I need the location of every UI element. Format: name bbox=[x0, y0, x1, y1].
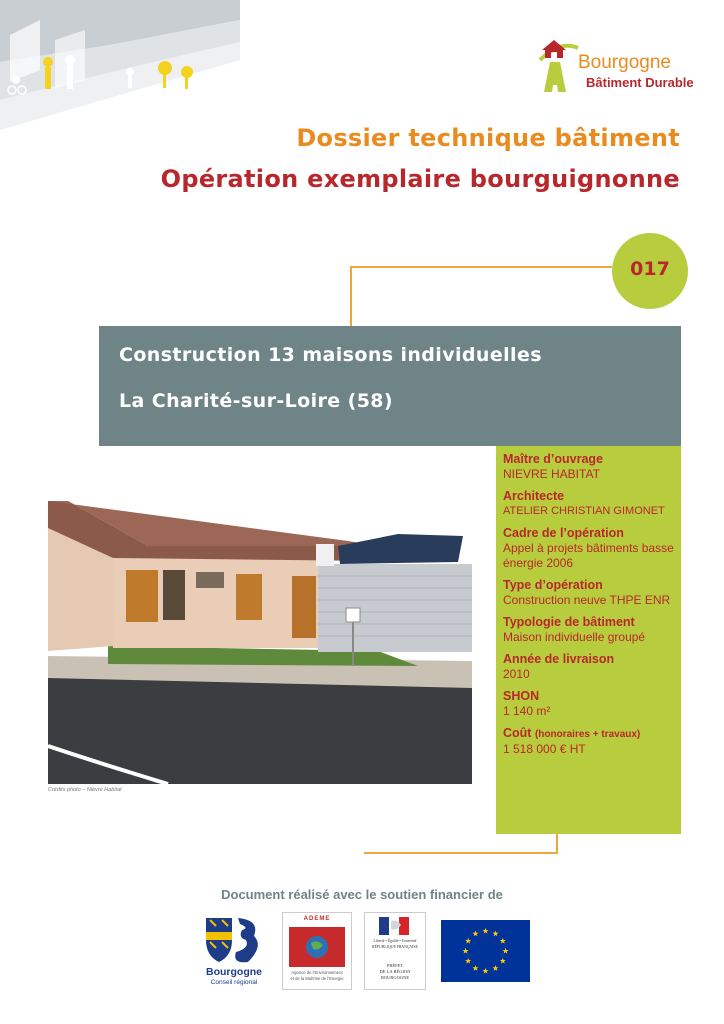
project-title: Construction 13 maisons individuelles bbox=[119, 344, 542, 366]
ademe-subtitle bbox=[285, 970, 349, 982]
prefet-republic: RÉPUBLIQUE FRANÇAISE bbox=[372, 945, 418, 949]
eu-star bbox=[502, 948, 508, 954]
prefet-motto: Liberté • Égalité • Fraternité bbox=[373, 939, 417, 943]
ademe-logo bbox=[282, 912, 352, 990]
detail-label: Maître d’ouvrage bbox=[503, 452, 604, 466]
page-subtitle: Opération exemplaire bourguignonne bbox=[160, 165, 680, 193]
dossier-number-badge bbox=[612, 233, 688, 309]
page-title: Dossier technique bâtiment bbox=[296, 124, 680, 152]
eu-star bbox=[472, 965, 478, 971]
logo-word-batiment-durable: Bâtiment Durable bbox=[586, 75, 694, 90]
prefet-line2: DE LA RÉGION bbox=[379, 969, 411, 974]
detail-value: 1 518 000 € HT bbox=[503, 742, 586, 756]
detail-type bbox=[503, 578, 677, 608]
detail-maitre-ouvrage bbox=[503, 452, 677, 482]
house-icon bbox=[530, 30, 580, 100]
header-illustration bbox=[0, 0, 240, 130]
prefet-region-logo bbox=[364, 912, 426, 990]
eu-star bbox=[482, 968, 488, 974]
eu-star bbox=[462, 948, 468, 954]
prefet-name bbox=[365, 963, 425, 981]
detail-value: Maison individuelle groupé bbox=[503, 630, 646, 644]
eu-star bbox=[482, 928, 488, 934]
ademe-emblem bbox=[289, 927, 345, 967]
connector-line-right bbox=[556, 834, 558, 854]
detail-annee bbox=[503, 652, 677, 682]
detail-value: NIEVRE HABITAT bbox=[503, 467, 600, 481]
logo-word-bourgogne: Bourgogne bbox=[578, 52, 671, 73]
eu-star bbox=[500, 938, 506, 944]
cout-label-note: (honoraires + travaux) bbox=[534, 729, 641, 740]
detail-value: ATELIER CHRISTIAN GIMONET bbox=[503, 505, 665, 517]
project-details-panel bbox=[496, 446, 681, 834]
eu-star bbox=[465, 958, 471, 964]
connector-line-top bbox=[350, 266, 612, 268]
detail-value: 1 140 m² bbox=[503, 704, 551, 718]
bourgogne-region-logo bbox=[202, 912, 266, 990]
bourgogne-name: Bourgogne bbox=[206, 966, 262, 978]
bourgogne-subtitle: Conseil régional bbox=[210, 979, 258, 986]
detail-shon bbox=[503, 689, 677, 719]
project-banner bbox=[99, 326, 681, 446]
eu-star bbox=[472, 930, 478, 936]
detail-cout bbox=[503, 726, 677, 757]
connector-line-bottom bbox=[364, 852, 558, 854]
marianne-flag-icon bbox=[365, 913, 425, 937]
prefet-line1: PRÉFET bbox=[386, 963, 404, 968]
building-photo bbox=[48, 446, 472, 784]
cout-label: Coût bbox=[503, 726, 532, 740]
eu-star bbox=[492, 930, 498, 936]
detail-architecte bbox=[503, 489, 677, 519]
detail-label: Architecte bbox=[503, 489, 565, 503]
connector-line-left bbox=[350, 266, 352, 326]
funding-notice: Document réalisé avec le soutien financier de bbox=[221, 887, 503, 902]
detail-value: Construction neuve THPE ENR bbox=[503, 593, 671, 607]
ademe-title: ADEME bbox=[303, 916, 331, 922]
detail-typologie bbox=[503, 615, 677, 645]
ademe-subtitle-line2: et de la Maîtrise de l’Energie bbox=[290, 976, 344, 981]
detail-label: SHON bbox=[503, 689, 540, 703]
detail-value: 2010 bbox=[503, 667, 530, 681]
prefet-line3: BOURGOGNE bbox=[380, 975, 410, 980]
detail-label: Année de livraison bbox=[503, 652, 615, 666]
bourgogne-shield-icon bbox=[202, 912, 266, 966]
eu-star bbox=[500, 958, 506, 964]
bourgogne-batiment-durable-logo bbox=[530, 30, 710, 100]
eu-stars-icon bbox=[441, 920, 530, 982]
eu-flag-logo bbox=[441, 920, 530, 982]
detail-label: Cadre de l’opération bbox=[503, 526, 624, 540]
ademe-subtitle-line1: Agence de l’Environnement bbox=[291, 970, 343, 975]
project-location: La Charité-sur-Loire (58) bbox=[119, 390, 394, 412]
detail-label: Typologie de bâtiment bbox=[503, 615, 635, 629]
detail-label: Type d’opération bbox=[503, 578, 603, 592]
detail-cadre bbox=[503, 526, 677, 571]
eu-star bbox=[492, 965, 498, 971]
detail-value: Appel à projets bâtiments basse énergie 2006 bbox=[503, 541, 674, 570]
globe-icon bbox=[289, 927, 345, 967]
photo-credit: Crédits photo – Nièvre Habitat bbox=[48, 787, 122, 793]
eu-star bbox=[465, 938, 471, 944]
detail-label bbox=[503, 726, 677, 742]
dossier-number: 017 bbox=[630, 258, 670, 280]
